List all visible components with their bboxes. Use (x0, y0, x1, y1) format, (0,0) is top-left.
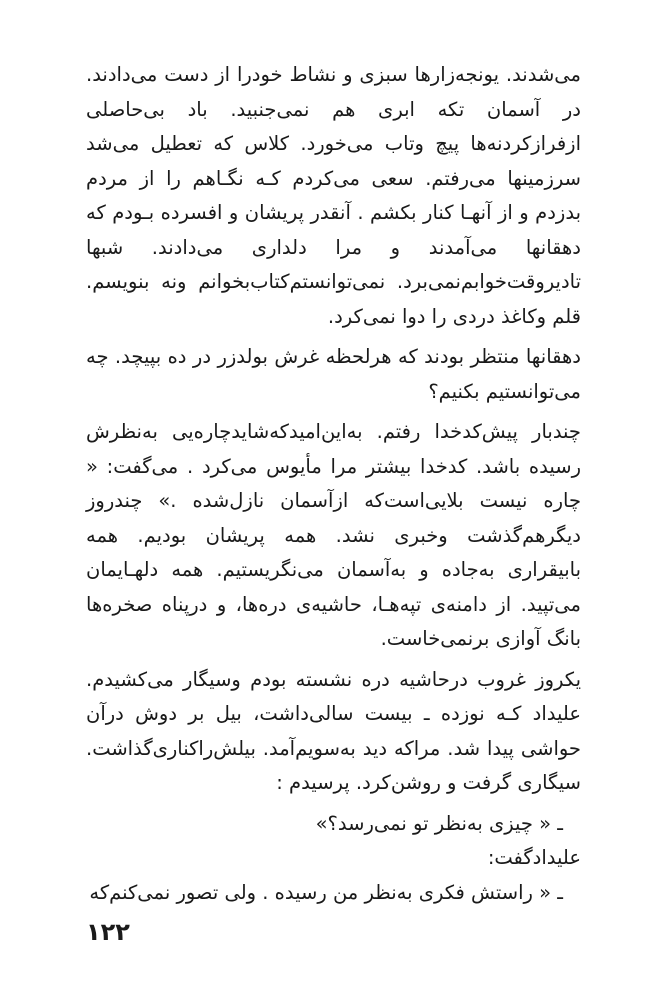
paragraph-3: چندبار پیش‌کدخدا رفتم. به‌این‌امیدکه‌شاید‌چاره‌یی به‌نظرش رسیده باشد. کدخدا بیشتر مرا مأیوس می‌کرد . می‌گفت: « چاره نیست بلایی‌است‌که ازآسمان نازل‌شده .» چندروز دیگرهم‌گذشت وخبری نشد. همه پریشان بودیم. همه بابیقراری به‌جاده و به‌آسمان می‌نگریستیم. همه دلهـایمان می‌تپید. از دامنه‌ی تپه‌هـا، حاشیه‌ی دره‌ها، و درپناه صخره‌ها بانگ آوازی برنمی‌خاست. (86, 420, 581, 650)
paragraph-2: دهقانها منتظر بودند که هرلحظه غرش بولدزر در ده بپیچد. چه می‌توانستیم بکنیم؟ (86, 345, 581, 403)
body-text (86, 58, 581, 910)
page-number: ۱۲۲ (86, 918, 130, 946)
dialogue-line-1: ـ « چیزی به‌نظر تو نمی‌رسد؟» (315, 811, 563, 835)
paragraph-1: می‌شدند. یونجه‌زارها سبزی و نشاط خودرا از دست می‌دادند. در آسمان تکه ابری هم نمی‌جنبید. باد بی‌حاصلی ازفرازکردنه‌ها پیچ وتاب می‌خورد. کلاس که تعطیل می‌شد سرزمینها می‌رفتم. سعی می‌کردم کـه نگـاهم را از مردم بدزدم و از آنهـا کنار بکشم . آنقدر پریشان و افسرده بـودم که دهقانها می‌آمدند و مرا دلداری می‌دادند. شبها تادیروقت‌خوابم‌نمی‌برد. نمی‌توانستم‌کتاب‌بخوانم ونه بنویسم. قلم وکاغذ دردی را دوا نمی‌کرد. (86, 63, 581, 328)
paragraph-4: یکروز غروب درحاشیه دره نشسته بودم وسیگار می‌کشیدم. علیداد کـه نوزده ـ بیست سالی‌داشت، بیل بر دوش درآن حواشی پیدا شد. مراکه دید به‌سویم‌آمد. بیلش‌راکناری‌گذاشت. سیگاری گرفت و روشن‌کرد. پرسیدم : (86, 667, 581, 794)
dialogue-speaker: علیدادگفت: (487, 846, 581, 869)
dialogue-line-2: ـ « راستش فکری به‌نظر من رسیده . ولی تصور نمی‌کنم‌که (89, 880, 563, 904)
